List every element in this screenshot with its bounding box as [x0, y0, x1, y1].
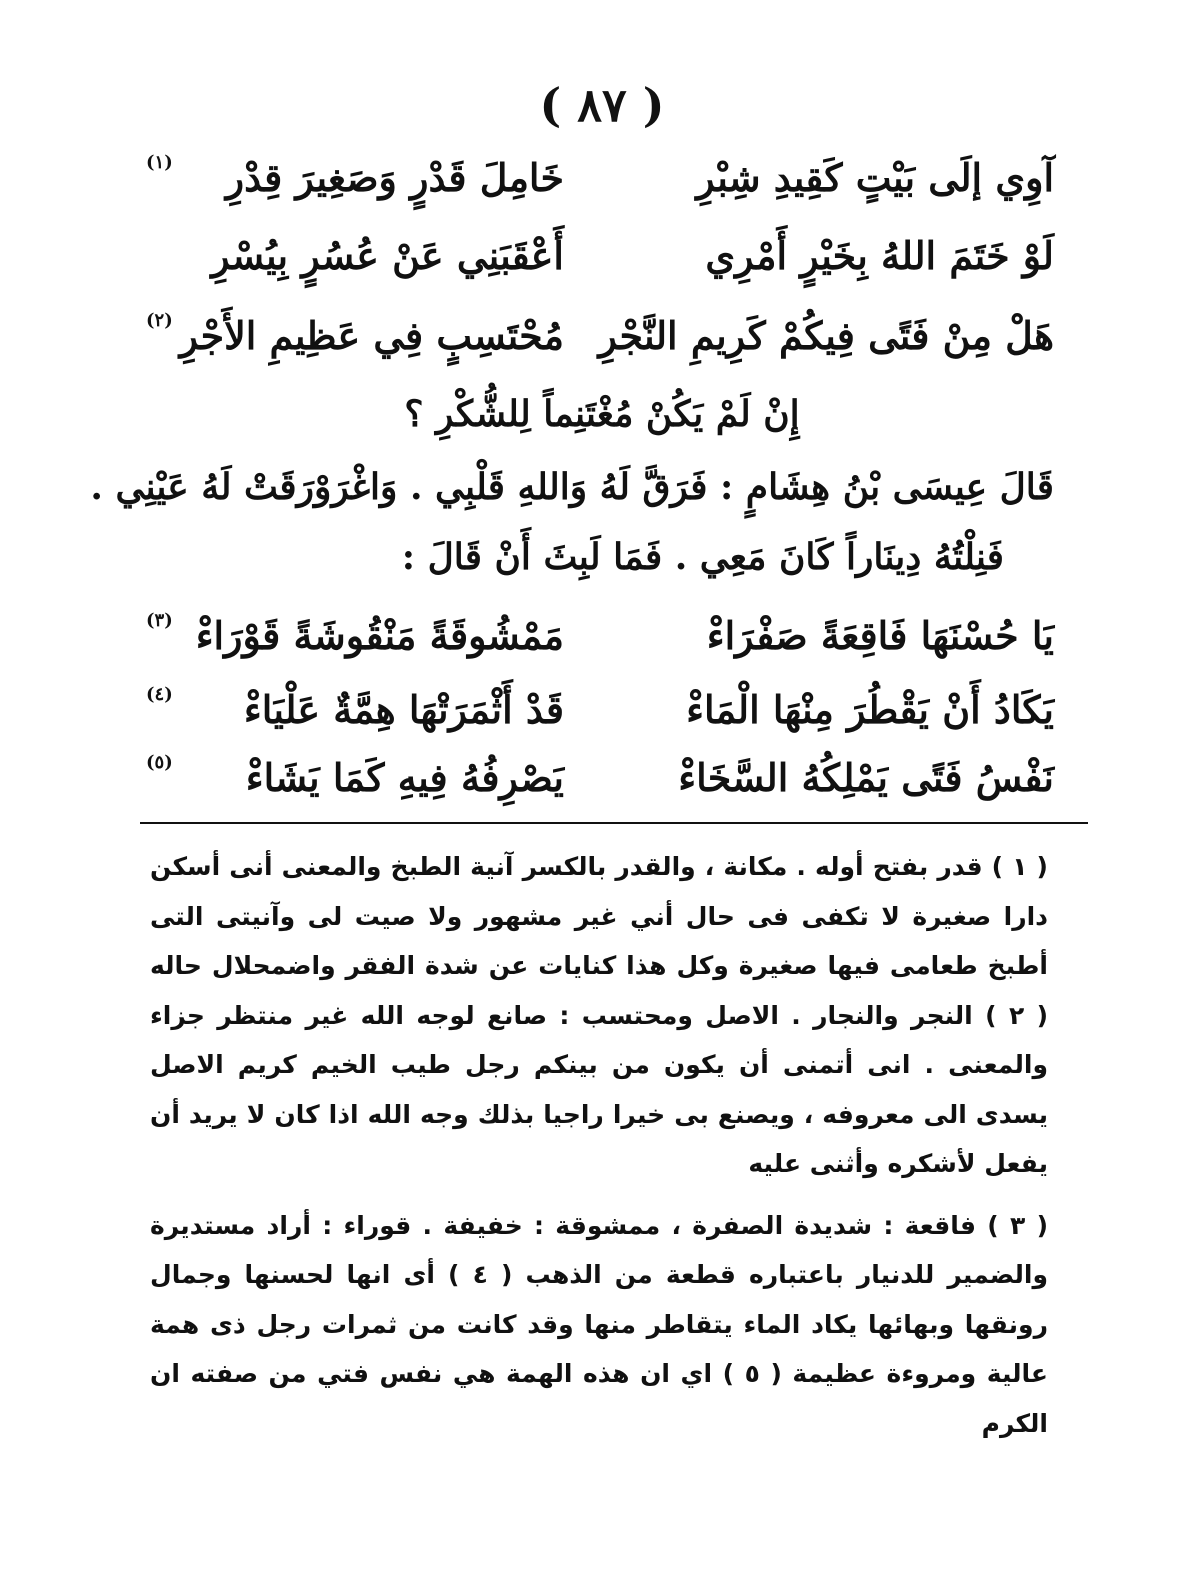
footnote-paragraph: ( ١ ) قدر بفتح أوله . مكانة ، والقدر بالكسر آنية الطبخ والمعنى أنى أسكن دارا صغيرة لا تكفى فى حال أني غير مشهور ولا صيت لى وآنيتى التى أطبخ طعامى فيها صغيرة وكل هذا كنايات عن شدة الفقر واضمحلال حاله ( ٢ ) النجر والنجار . الاصل ومحتسب : صانع لوجه الله غير منتظر جزاء والمعنى . انى أتمنى أن يكون من بينكم رجل طيب الخيم كريم الاصل يسدى الى معروفه ، ويصنع بى خيرا راجيا بذلك وجه الله اذا كان لا يريد أن يفعل لأشكره وأثنى عليه [150, 852, 1049, 1178]
verse-second-hemistich: مَمْشُوقَةً مَنْقُوشَةً قَوْرَاءْ [195, 612, 564, 658]
verse-second-hemistich: قَدْ أَثْمَرَتْهَا هِمَّةٌ عَلْيَاءْ [243, 686, 564, 732]
verse-line [146, 602, 1054, 668]
verse-line [150, 222, 1054, 288]
verse-first-hemistich: آوِي إلَى بَيْتٍ كَقِيدِ شِبْرِ [696, 154, 1054, 200]
footnote-marker: (٢) [146, 310, 173, 331]
verse-line [146, 302, 1054, 368]
verse-first-hemistich: يَا حُسْنَهَا فَاقِعَةً صَفْرَاءْ [706, 612, 1054, 658]
verse-first-hemistich: نَفْسُ فَتًى يَمْلِكُهُ السَّخَاءْ [678, 754, 1054, 800]
verse-second-hemistich: أَعْقَبَنِي عَنْ عُسُرٍ بِيُسْرِ [211, 232, 564, 278]
verse-line [146, 144, 1054, 210]
footnotes [150, 842, 1048, 1448]
verse-first-hemistich: هَلْ مِنْ فَتًى فِيكُمْ كَرِيمِ النَّجْرِ [598, 312, 1054, 358]
verse-second-hemistich: خَامِلَ قَدْرٍ وَصَغِيرَ قِدْرِ [225, 154, 564, 200]
narration-line: قَالَ عِيسَى بْنُ هِشَامٍ : فَرَقَّ لَهُ وَاللهِ قَلْبِي . وَاغْرَوْرَقَتْ لَهُ عَيْنِي . [90, 466, 1054, 508]
verse-second-hemistich: يَصْرِفُهُ فِيهِ كَمَا يَشَاءْ [245, 754, 564, 800]
narration-line: فَنِلْتُهُ دِينَاراً كَانَ مَعِي . فَمَا لَبِثَ أَنْ قَالَ : [401, 536, 1004, 578]
footnote-divider [140, 822, 1088, 824]
footnote-marker: (٥) [146, 752, 173, 773]
page-number: ( ٨٧ ) [539, 78, 665, 132]
verse-line [146, 676, 1054, 742]
verse-first-hemistich: لَوْ خَتَمَ اللهُ بِخَيْرٍ أَمْرِي [705, 232, 1054, 278]
footnote-marker: (٣) [146, 610, 173, 631]
footnote-marker: (١) [146, 152, 173, 173]
closing-verse-line: إِنْ لَمْ يَكُنْ مُغْتَنِماً لِلشُّكْرِ ؟ [404, 393, 800, 435]
footnote-marker: (٤) [146, 684, 173, 705]
footnote-paragraph: ( ٣ ) فاقعة : شديدة الصفرة ، ممشوقة : خفيفة . قوراء : أراد مستديرة والضمير للدنيار باعتباره قطعة من الذهب ( ٤ ) أى انها لحسنها وجمال رونقها وبهائها يكاد الماء يتقاطر منها وقد كانت من ثمرات رجل ذى همة عالية ومروءة عظيمة ( ٥ ) اي ان هذه الهمة هي نفس فتي من صفته ان الكرم [150, 1210, 1048, 1438]
verse-second-hemistich: مُحْتَسِبٍ فِي عَظِيمِ الأَجْرِ [179, 312, 564, 358]
verse-line [146, 744, 1054, 810]
verse-first-hemistich: يَكَادُ أَنْ يَقْطُرَ مِنْهَا الْمَاءْ [686, 686, 1054, 732]
